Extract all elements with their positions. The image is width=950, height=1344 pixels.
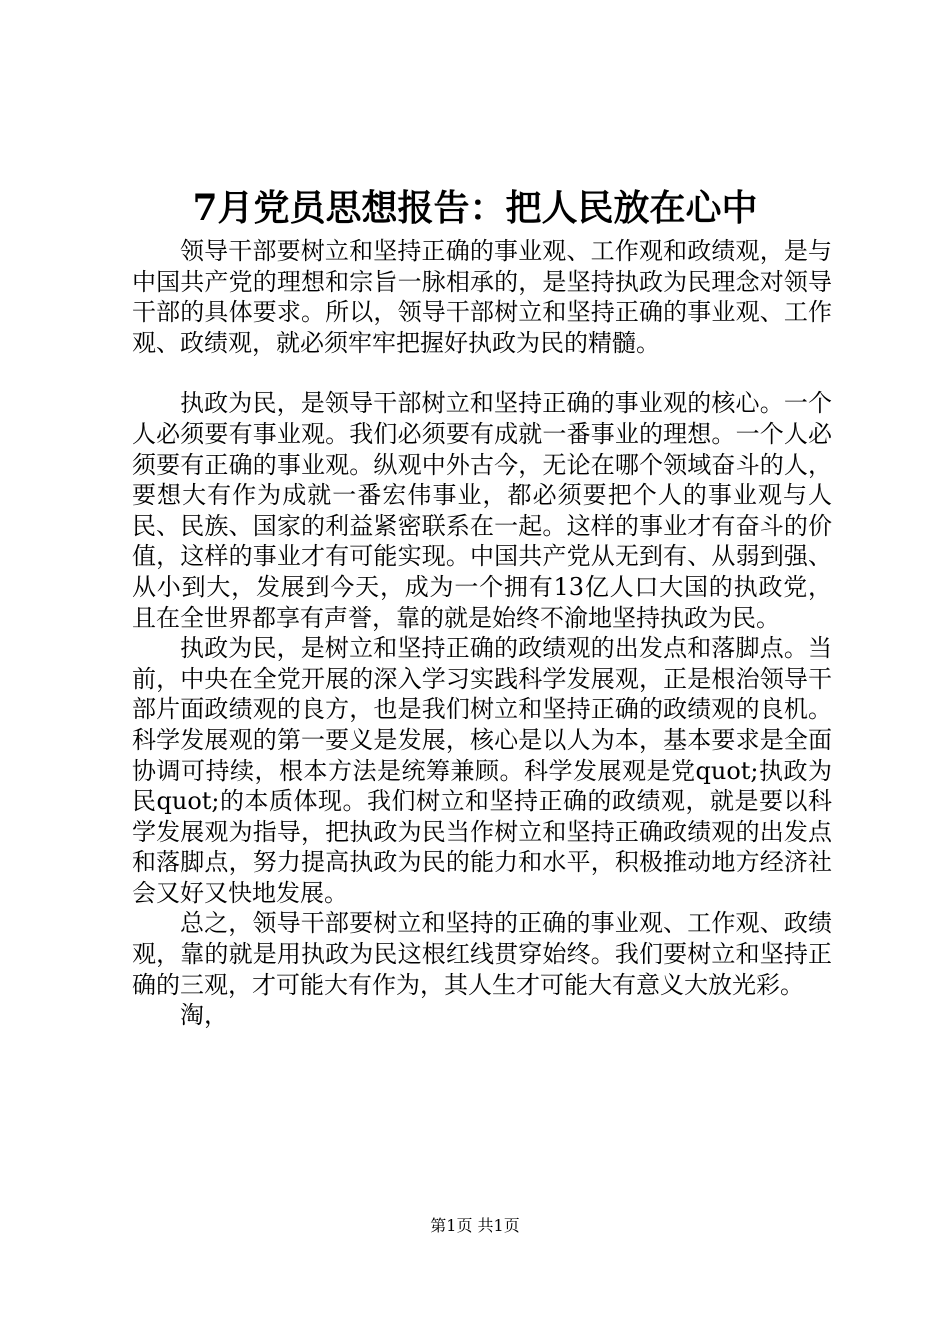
document-body [132, 236, 832, 1031]
paragraph-1: 领导干部要树立和坚持正确的事业观、工作观和政绩观，是与中国共产党的理想和宗旨一脉相承的，是坚持执政为民理念对领导干部的具体要求。所以，领导干部树立和坚持正确的事业观、工作观、政绩观，就必须牢牢把握好执政为民的精髓。 [132, 237, 832, 357]
document-title: 7月党员思想报告：把人民放在心中 [192, 187, 758, 229]
paragraph-2: 执政为民，是领导干部树立和坚持正确的事业观的核心。一个人必须要有事业观。我们必须要有成就一番事业的理想。一个人必须要有正确的事业观。纵观中外古今，无论在哪个领域奋斗的人，要想大有作为成就一番宏伟事业，都必须要把个人的事业观与人民、民族、国家的利益紧密联系在一起。这样的事业才有奋斗的价值，这样的事业才有可能实现。中国共产党从无到有、从弱到强、从小到大，发展到今天，成为一个拥有13亿人口大国的执政党，且在全世界都享有声誉，靠的就是始终不渝地坚持执政为民。 [132, 389, 832, 632]
paragraph-4: 总之，领导干部要树立和坚持的正确的事业观、工作观、政绩观，靠的就是用执政为民这根红线贯穿始终。我们要树立和坚持正确的三观，才可能大有作为，其人生才可能大有意义大放光彩。 [132, 909, 832, 999]
paragraph-5: 淘， [180, 1001, 228, 1030]
page-footer: 第1页 共1页 [430, 1216, 520, 1235]
paragraph-3: 执政为民，是树立和坚持正确的政绩观的出发点和落脚点。当前，中央在全党开展的深入学习实践科学发展观，正是根治领导干部片面政绩观的良方，也是我们树立和坚持正确的政绩观的良机。科学发展观的第一要义是发展，核心是以人为本，基本要求是全面协调可持续，根本方法是统筹兼顾。科学发展观是党quot;执政为民quot;的本质体现。我们树立和坚持正确的政绩观，就是要以科学发展观为指导，把执政为民当作树立和坚持正确政绩观的出发点和落脚点，努力提高执政为民的能力和水平，积极推动地方经济社会又好又快地发展。 [132, 634, 832, 907]
